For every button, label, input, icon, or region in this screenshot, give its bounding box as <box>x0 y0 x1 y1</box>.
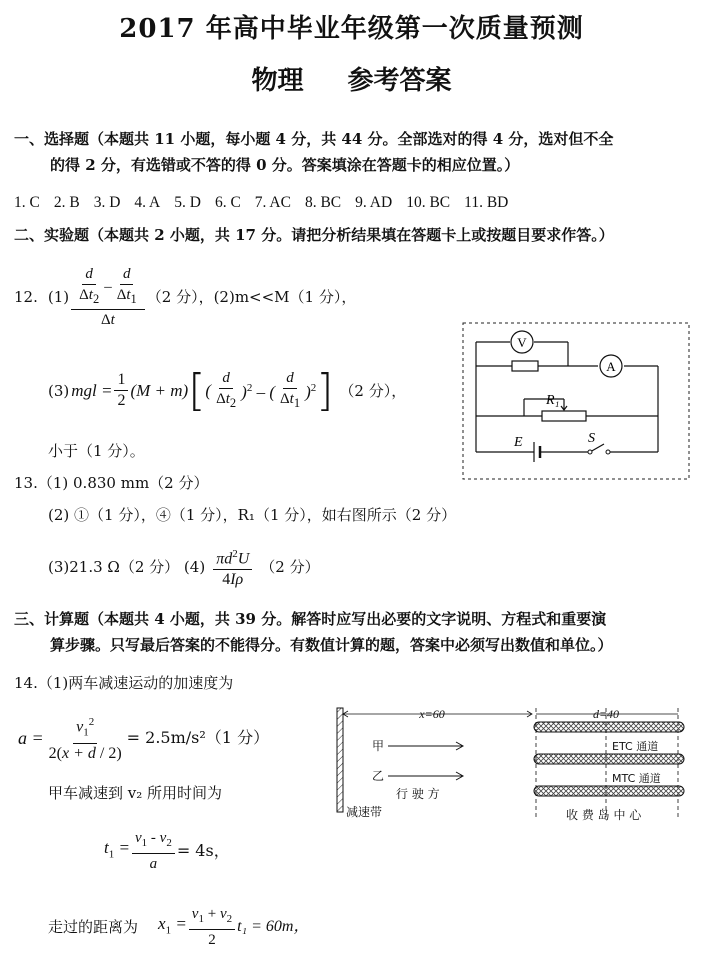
belt-label: 减速带 <box>346 805 383 819</box>
distance-d-label: d=40 <box>592 707 620 721</box>
toll-island <box>534 722 684 732</box>
answer-item: 1. C <box>14 194 40 211</box>
section1-heading <box>14 126 694 178</box>
q14-eq2: $t_1$ = $\frac{v_1 - v_2}{a}$ = 4s， <box>104 830 230 872</box>
subject-label: 物理 <box>251 66 304 96</box>
q12-part2: (2)m<<M（1 分）， <box>213 288 357 306</box>
section2-heading: 二、实验题（本题共 2 小题，共 17 分。请把分析结果填在答题卡上或按题目要求作答。） <box>14 226 614 244</box>
q12-conclusion: 小于（1 分）。 <box>48 442 145 460</box>
toll-island <box>534 754 684 764</box>
q12-part3: (3) mgl = $\frac{1}{2}$ (M + m) [ ( $\frac{d}{\Delta t_2}$ )$^2$ – ( $\frac{d}{\Delta t_1}$ )$^2$ ] （2 分）， <box>48 364 407 416</box>
voltmeter-label: V <box>517 335 527 350</box>
section3-heading-line1: 三、计算题（本题共 4 小题，共 39 分。解答时应写出必要的文字说明、方程式和重要演 <box>14 610 607 628</box>
answer-item: 9. AD <box>355 194 393 211</box>
distance-x-label: x=60 <box>419 707 445 721</box>
q14-line1: 14.（1)两车减速运动的加速度为 <box>14 674 234 692</box>
car-b-label: 乙 <box>372 769 385 783</box>
q13-line3 <box>48 544 320 590</box>
q12-part1-label: (1) <box>47 288 70 306</box>
q13-line1: 13.（1) 0.830 mm（2 分） <box>14 474 209 492</box>
q14-eq1: a = $\frac{v_1^2}{2(x + d / 2)}$ = 2.5m/s²（1 分） <box>18 712 269 764</box>
circuit-diagram <box>462 322 690 480</box>
q12-fraction-1: $\frac{d}{\Delta t_2}$ – $\frac{d}{\Delta t_1}$ Δt <box>71 264 145 330</box>
section3-heading-line2: 算步骤。只写最后答案的不能得分。有数值计算的题，答案中必须写出数值和单位。） <box>50 636 613 654</box>
q12-score3: （2 分）， <box>339 381 407 400</box>
answer-item: 5. D <box>174 194 201 211</box>
q13-line2: (2) ①（1 分），④（1 分），R₁（1 分），如右图所示（2 分） <box>48 506 457 524</box>
q12-part3-label: (3) <box>48 381 70 400</box>
q12-number: 12. <box>14 288 38 306</box>
switch-label: S <box>588 431 595 446</box>
page-title: 2017 年高中毕业年级第一次质量预测 <box>119 14 584 44</box>
q14-eq3: 走过的距离为 $x_1$ = $\frac{v_1 + v_2}{2}$ t₁ = 60m， <box>48 906 310 948</box>
q13-score4: （2 分） <box>260 558 320 577</box>
ammeter-label: A <box>606 359 616 374</box>
toll-station-diagram <box>336 706 692 824</box>
q13-fraction: $\frac{\pi d^2U}{4I\rho}$ <box>213 544 252 590</box>
car-a-label: 甲 <box>372 739 385 753</box>
q12-part1 <box>14 264 356 330</box>
section3-heading <box>14 606 703 658</box>
direction-label: 行 驶 方 <box>396 787 440 801</box>
answer-item: 11. BD <box>464 194 509 211</box>
mtc-lane-label: MTC 通道 <box>612 772 661 785</box>
section1-heading-line2: 的得 2 分，有选错或不答的得 0 分。答案填涂在答题卡的相应位置。） <box>50 156 520 174</box>
choice-answers <box>14 192 703 214</box>
rheostat-label: R₁ <box>546 393 560 408</box>
circuit-border <box>463 323 689 479</box>
answer-item: 3. D <box>93 194 121 211</box>
deceleration-belt <box>337 708 343 812</box>
section1-heading-line1: 一、选择题（本题共 11 小题，每小题 4 分，共 44 分。全部选对的得 4 分，选对但不全 <box>14 130 614 148</box>
answer-item: 2. B <box>53 194 80 211</box>
q14-line3-label: 走过的距离为 <box>48 918 139 936</box>
q13-part3-4: (3)21.3 Ω（2 分） (4) <box>48 558 206 577</box>
etc-lane-label: ETC 通道 <box>612 740 659 753</box>
q14-eq1-result: = 2.5m/s²（1 分） <box>126 727 270 747</box>
q14-line2: 甲车减速到 v₂ 所用时间为 <box>48 784 223 802</box>
page-subtitle <box>0 60 703 97</box>
answer-item: 10. BC <box>406 194 451 211</box>
island-center-label: 收 费 岛 中 心 <box>566 808 642 822</box>
q14-eq2-result: = 4s， <box>176 841 230 860</box>
answer-item: 8. BC <box>304 194 342 211</box>
q14-eq3-result: t₁ = 60m， <box>237 918 310 935</box>
battery-label: E <box>514 435 523 450</box>
answer-item: 7. AC <box>254 194 291 211</box>
answer-item: 4. A <box>134 194 161 211</box>
answer-item: 6. C <box>214 194 241 211</box>
toll-island <box>534 786 684 796</box>
q12-score1: （2 分）， <box>146 288 214 306</box>
doc-type-label: 参考答案 <box>347 66 452 96</box>
